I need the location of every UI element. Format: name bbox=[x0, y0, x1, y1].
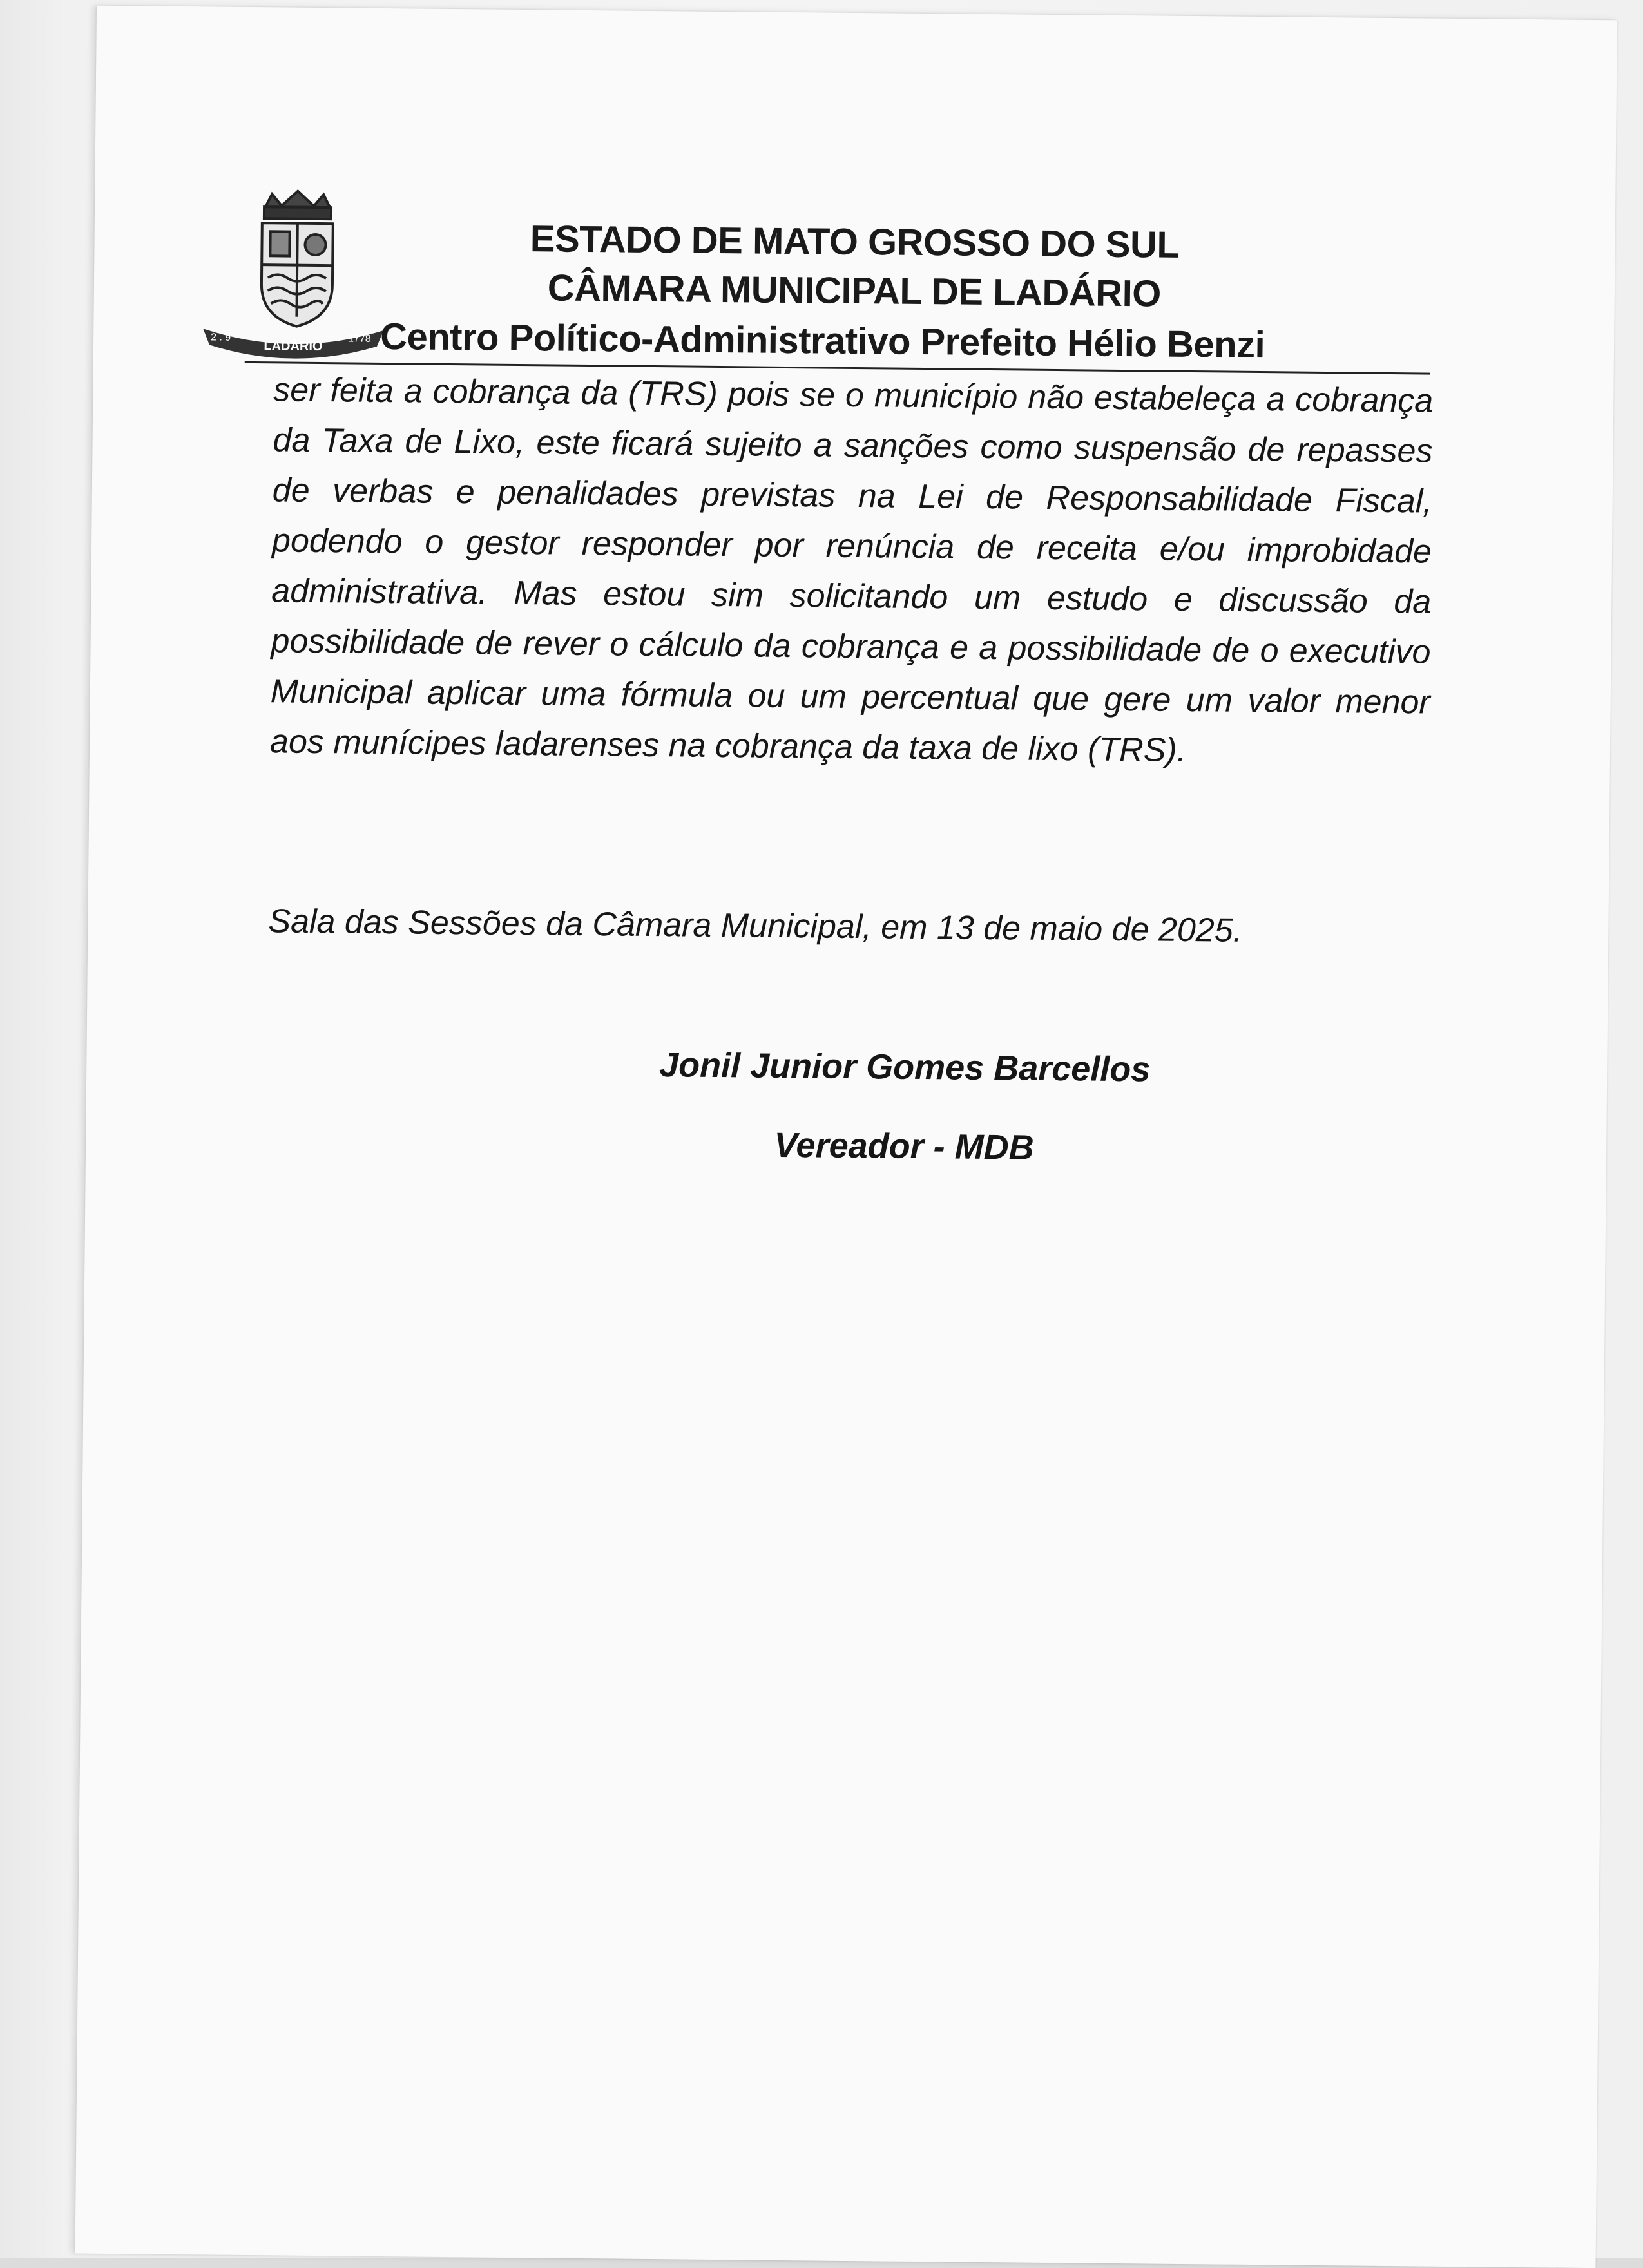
crest-year-right: 1778 bbox=[348, 333, 371, 345]
signer-name: Jonil Junior Gomes Barcellos bbox=[658, 1045, 1151, 1089]
signer-role: Vereador - MDB bbox=[774, 1125, 1034, 1167]
body-paragraph: ser feita a cobrança da (TRS) pois se o município não estabeleça a cobrança da Taxa de Lixo, este ficará sujeito a sanções como suspensão de repasses de verbas e penalidades previstas na Lei de Responsabilidade Fiscal, podendo o gestor responder por renúncia de receita e/ou improbidade administrativa. Mas estou sim solicitando um estudo e discussão da possibilidade de rever o cálculo da cobrança e a possibilidade de o executivo Municipal aplicar uma fórmula ou um percentual que gere um valor menor aos munícipes ladarenses na cobrança da taxa de lixo (TRS). bbox=[269, 371, 1434, 769]
header-state: ESTADO DE MATO GROSSO DO SUL bbox=[530, 218, 1180, 266]
reverse-bleedthrough bbox=[247, 1193, 1441, 1503]
closing-line: Sala das Sessões da Câmara Municipal, em 13 de maio de 2025. bbox=[268, 902, 1243, 949]
crest-year-left: 2 . 9 bbox=[211, 332, 231, 343]
header-chamber: CÂMARA MUNICIPAL DE LADÁRIO bbox=[547, 267, 1162, 315]
crest-banner-text: LADÁRIO bbox=[264, 339, 323, 354]
crest-banner bbox=[197, 309, 390, 363]
header-center: Centro Político-Administrativo Prefeito Hélio Benzi bbox=[380, 315, 1265, 367]
document-page bbox=[75, 6, 1617, 2268]
